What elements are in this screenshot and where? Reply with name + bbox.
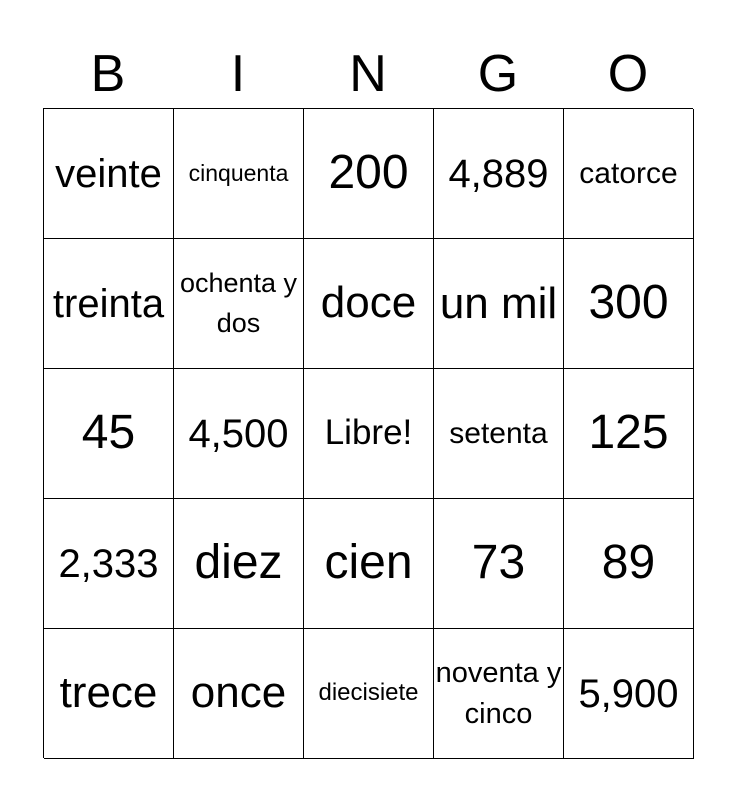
header-letter-o: O xyxy=(607,45,649,103)
header-letter-n: N xyxy=(349,45,387,103)
bingo-cell-r5-c2[interactable]: once xyxy=(174,629,304,759)
bingo-cell-r4-c5[interactable]: 89 xyxy=(564,499,694,629)
bingo-cell-r2-c5[interactable]: 300 xyxy=(564,239,694,369)
bingo-cell-r3-c4[interactable]: setenta xyxy=(434,369,564,499)
bingo-cell-r1-c5[interactable]: catorce xyxy=(564,109,694,239)
bingo-cell-r2-c2[interactable]: ochenta y dos xyxy=(174,239,304,369)
bingo-cell-r5-c3[interactable]: diecisiete xyxy=(304,629,434,759)
bingo-cell-r5-c4[interactable]: noventa y cinco xyxy=(434,629,564,759)
bingo-header xyxy=(43,40,693,108)
bingo-cell-r2-c1[interactable]: treinta xyxy=(44,239,174,369)
bingo-cell-r4-c4[interactable]: 73 xyxy=(434,499,564,629)
bingo-cell-r2-c4[interactable]: un mil xyxy=(434,239,564,369)
bingo-board xyxy=(43,108,693,758)
bingo-cell-r1-c4[interactable]: 4,889 xyxy=(434,109,564,239)
bingo-cell-r5-c1[interactable]: trece xyxy=(44,629,174,759)
bingo-cell-r1-c2[interactable]: cinquenta xyxy=(174,109,304,239)
header-letter-b: B xyxy=(90,45,126,103)
bingo-cell-r3-c5[interactable]: 125 xyxy=(564,369,694,499)
bingo-cell-r1-c3[interactable]: 200 xyxy=(304,109,434,239)
bingo-cell-r2-c3[interactable]: doce xyxy=(304,239,434,369)
bingo-cell-r3-c1[interactable]: 45 xyxy=(44,369,174,499)
bingo-cell-r1-c1[interactable]: veinte xyxy=(44,109,174,239)
bingo-cell-r3-c3[interactable]: Libre! xyxy=(304,369,434,499)
bingo-cell-r4-c1[interactable]: 2,333 xyxy=(44,499,174,629)
bingo-cell-r4-c3[interactable]: cien xyxy=(304,499,434,629)
bingo-cell-r5-c5[interactable]: 5,900 xyxy=(564,629,694,759)
bingo-cell-r3-c2[interactable]: 4,500 xyxy=(174,369,304,499)
header-letter-i: I xyxy=(230,45,246,103)
header-letter-g: G xyxy=(477,45,519,103)
bingo-cell-r4-c2[interactable]: diez xyxy=(174,499,304,629)
